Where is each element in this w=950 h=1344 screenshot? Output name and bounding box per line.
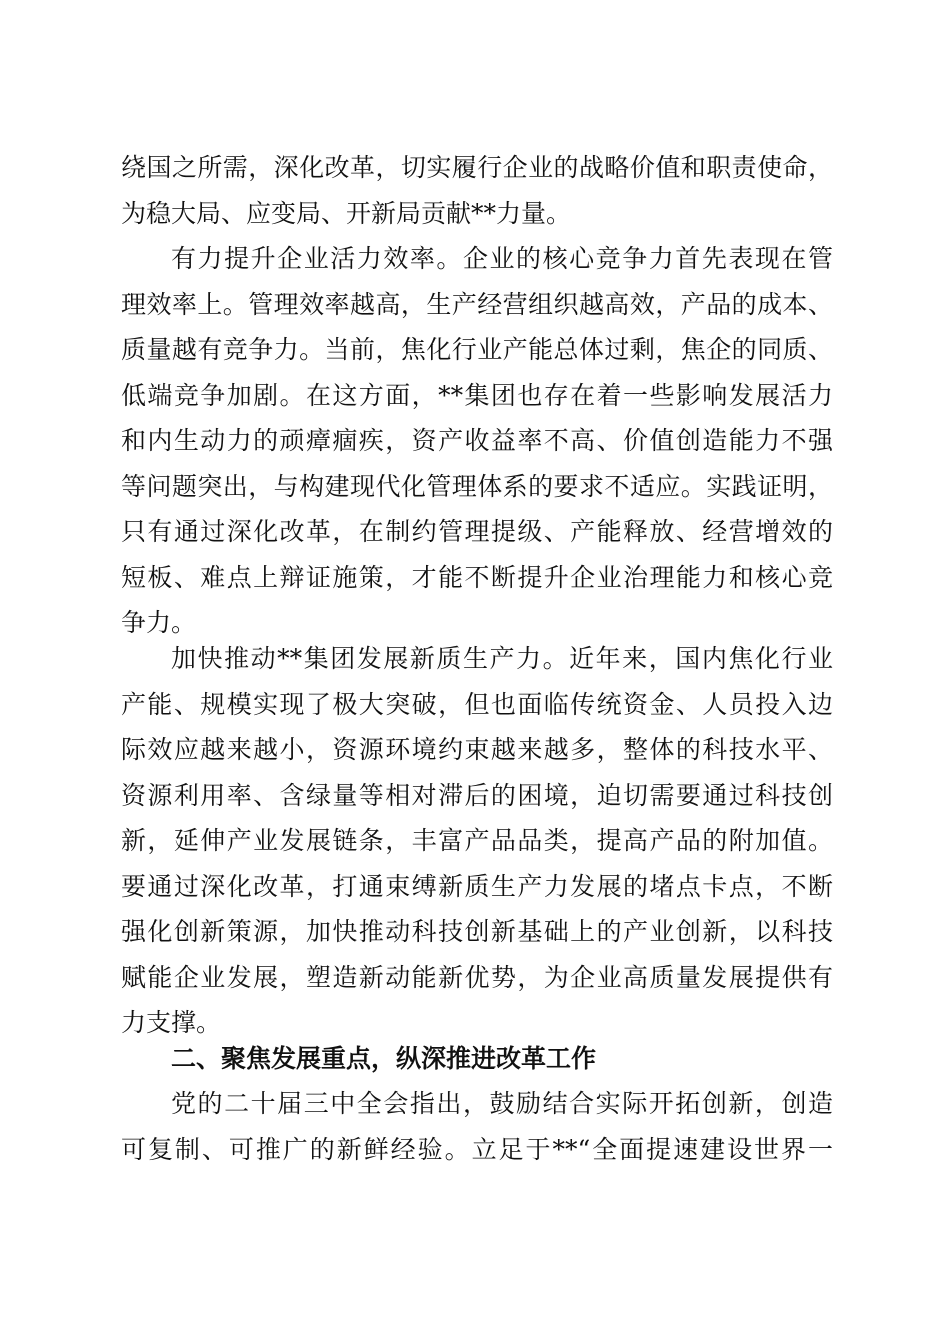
paragraph-line: 资源利用率、含绿量等相对滞后的困境，迫切需要通过科技创: [121, 780, 833, 810]
paragraph-line: 可复制、可推广的新鲜经验。立足于**“全面提速建设世界一: [121, 1134, 833, 1164]
paragraph-line: 短板、难点上辩证施策，才能不断提升企业治理能力和核心竞: [121, 562, 833, 592]
paragraph-line: 质量越有竞争力。当前，焦化行业产能总体过剩，焦企的同质、: [121, 335, 833, 364]
paragraph-3: [121, 636, 833, 1046]
section-heading-text: 二、聚焦发展重点，纵深推进改革工作: [171, 1044, 597, 1073]
paragraph-line: 力支撑。: [121, 1008, 222, 1037]
paragraph-line: 要通过深化改革，打通束缚新质生产力发展的堵点卡点，不断: [121, 871, 833, 901]
paragraph-line: 只有通过深化改革，在制约管理提级、产能释放、经营增效的: [121, 517, 833, 546]
paragraph-line: 加快推动**集团发展新质生产力。近年来，国内焦化行业: [171, 644, 833, 673]
paragraph-line: 党的二十届三中全会指出，鼓励结合实际开拓创新，创造: [171, 1089, 833, 1118]
paragraph-line: 为稳大局、应变局、开新局贡献**力量。: [121, 198, 572, 228]
paragraph-line: 争力。: [121, 608, 197, 637]
paragraph-line: 理效率上。管理效率越高，生产经营组织越高效，产品的成本、: [121, 289, 833, 319]
paragraph-4: [121, 1081, 833, 1172]
paragraph-line: 产能、规模实现了极大突破，但也面临传统资金、人员投入边: [121, 689, 833, 719]
paragraph-line: 绕国之所需，深化改革，切实履行企业的战略价值和职责使命，: [121, 153, 833, 182]
paragraph-line: 等问题突出，与构建现代化管理体系的要求不适应。实践证明，: [121, 471, 833, 501]
paragraph-line: 新，延伸产业发展链条，丰富产品品类，提高产品的附加值。: [121, 826, 833, 855]
paragraph-line: 和内生动力的顽瘴痼疾，资产收益率不高、价值创造能力不强: [121, 426, 833, 455]
paragraph-line: 赋能企业发展，塑造新动能新优势，为企业高质量发展提供有: [121, 962, 833, 992]
paragraph-line: 低端竞争加剧。在这方面，**集团也存在着一些影响发展活力: [121, 380, 833, 410]
paragraph-line: 际效应越来越小，资源环境约束越来越多，整体的科技水平、: [121, 735, 833, 764]
paragraph-line: 有力提升企业活力效率。企业的核心竞争力首先表现在管: [171, 244, 833, 273]
paragraph-line: 强化创新策源，加快推动科技创新基础上的产业创新，以科技: [121, 917, 833, 946]
paragraph-1: [121, 145, 833, 236]
section-heading: [121, 1036, 833, 1082]
paragraph-2: [121, 236, 833, 646]
